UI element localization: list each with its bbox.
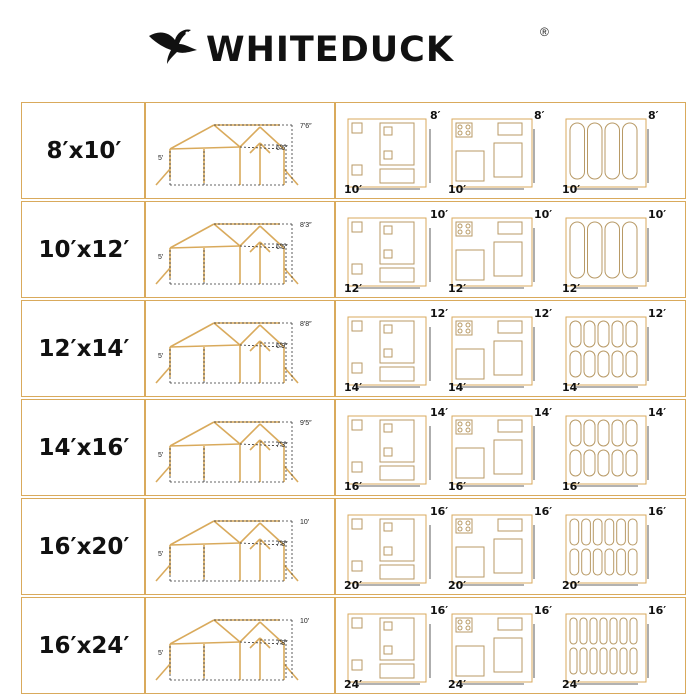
tent-size-label: 16′x20′ [38,534,130,560]
tent-size-label: 8′x10′ [46,138,122,164]
floor-plan-cell [335,201,686,298]
plan-width-label: 10′ [344,183,363,196]
brand-name: WHITEDUCK [206,30,454,70]
plan-width-label: 12′ [448,282,467,295]
plan-depth-label: 8′ [430,109,441,122]
floor-plan-2 [448,509,552,589]
tent-size-label: 10′x12′ [38,237,130,263]
plan-width-label: 14′ [562,381,581,394]
plan-width-label: 24′ [562,678,581,691]
tent-wall-height-label: 5′ [158,254,164,261]
brand-header [0,22,700,78]
tent-diagram-cell [145,102,335,199]
floor-plan-cell [335,300,686,397]
plan-depth-label: 14′ [648,406,667,419]
registered-mark: ® [540,25,549,39]
size-cell [21,201,145,298]
plan-depth-label: 8′ [648,109,659,122]
plan-width-label: 14′ [448,381,467,394]
tent-door-height-label: 7′8″ [276,640,288,647]
size-cell [21,597,145,694]
floor-plan-3 [562,410,666,490]
plan-width-label: 10′ [448,183,467,196]
size-cell [21,300,145,397]
floor-plan-cell [335,102,686,199]
plan-width-label: 24′ [448,678,467,691]
floor-plan-1 [344,608,448,688]
floor-plan-2 [448,608,552,688]
plan-width-label: 16′ [448,480,467,493]
tent-door-height-label: 6′5″ [276,244,288,251]
tent-diagram-cell [145,399,335,496]
plan-depth-label: 12′ [430,307,449,320]
duck-icon [147,26,201,66]
floor-plan-cell [335,498,686,595]
plan-width-label: 20′ [344,579,363,592]
floor-plan-3 [562,212,666,292]
tent-door-height-label: 6′9″ [276,343,288,350]
tent-diagram-cell [145,201,335,298]
plan-width-label: 20′ [448,579,467,592]
plan-depth-label: 12′ [534,307,553,320]
floor-plan-cell [335,399,686,496]
tent-peak-height-label: 10′ [300,618,310,625]
floor-plan-2 [448,410,552,490]
floor-plan-1 [344,410,448,490]
size-table [21,102,686,697]
size-cell [21,399,145,496]
tent-wall-height-label: 5′ [158,551,164,558]
tent-peak-height-label: 10′ [300,519,310,526]
plan-depth-label: 14′ [534,406,553,419]
tent-door-height-label: 6′6″ [276,145,288,152]
floor-plan-2 [448,311,552,391]
size-row [21,399,686,498]
plan-width-label: 14′ [344,381,363,394]
floor-plan-1 [344,212,448,292]
size-row [21,300,686,399]
tent-peak-height-label: 9′5″ [300,420,312,427]
plan-depth-label: 8′ [534,109,545,122]
tent-size-label: 14′x16′ [38,435,130,461]
plan-depth-label: 10′ [534,208,553,221]
size-cell [21,498,145,595]
floor-plan-cell [335,597,686,694]
plan-depth-label: 10′ [648,208,667,221]
plan-depth-label: 16′ [534,604,553,617]
plan-width-label: 12′ [344,282,363,295]
size-cell [21,102,145,199]
floor-plan-2 [448,212,552,292]
floor-plan-3 [562,113,666,193]
plan-depth-label: 16′ [648,505,667,518]
plan-depth-label: 12′ [648,307,667,320]
size-row [21,201,686,300]
floor-plan-1 [344,509,448,589]
floor-plan-1 [344,311,448,391]
floor-plan-3 [562,509,666,589]
floor-plan-3 [562,608,666,688]
plan-depth-label: 16′ [534,505,553,518]
plan-depth-label: 10′ [430,208,449,221]
tent-peak-height-label: 8′3″ [300,222,312,229]
tent-wall-height-label: 5′ [158,650,164,657]
plan-width-label: 24′ [344,678,363,691]
tent-wall-height-label: 5′ [158,353,164,360]
size-row [21,597,686,696]
tent-size-label: 12′x14′ [38,336,130,362]
tent-wall-height-label: 5′ [158,452,164,459]
tent-size-label: 16′x24′ [38,633,130,659]
plan-width-label: 10′ [562,183,581,196]
tent-peak-height-label: 8′8″ [300,321,312,328]
plan-width-label: 12′ [562,282,581,295]
tent-diagram-cell [145,498,335,595]
size-row [21,498,686,597]
floor-plan-2 [448,113,552,193]
plan-depth-label: 16′ [648,604,667,617]
floor-plan-3 [562,311,666,391]
plan-width-label: 16′ [344,480,363,493]
plan-depth-label: 14′ [430,406,449,419]
tent-diagram-cell [145,300,335,397]
tent-wall-height-label: 5′ [158,155,164,162]
plan-width-label: 20′ [562,579,581,592]
tent-door-height-label: 7′8″ [276,541,288,548]
tent-peak-height-label: 7′6″ [300,123,312,130]
plan-width-label: 16′ [562,480,581,493]
tent-diagram-cell [145,597,335,694]
plan-depth-label: 16′ [430,505,449,518]
floor-plan-1 [344,113,448,193]
size-row [21,102,686,201]
tent-door-height-label: 7′3″ [276,442,288,449]
plan-depth-label: 16′ [430,604,449,617]
